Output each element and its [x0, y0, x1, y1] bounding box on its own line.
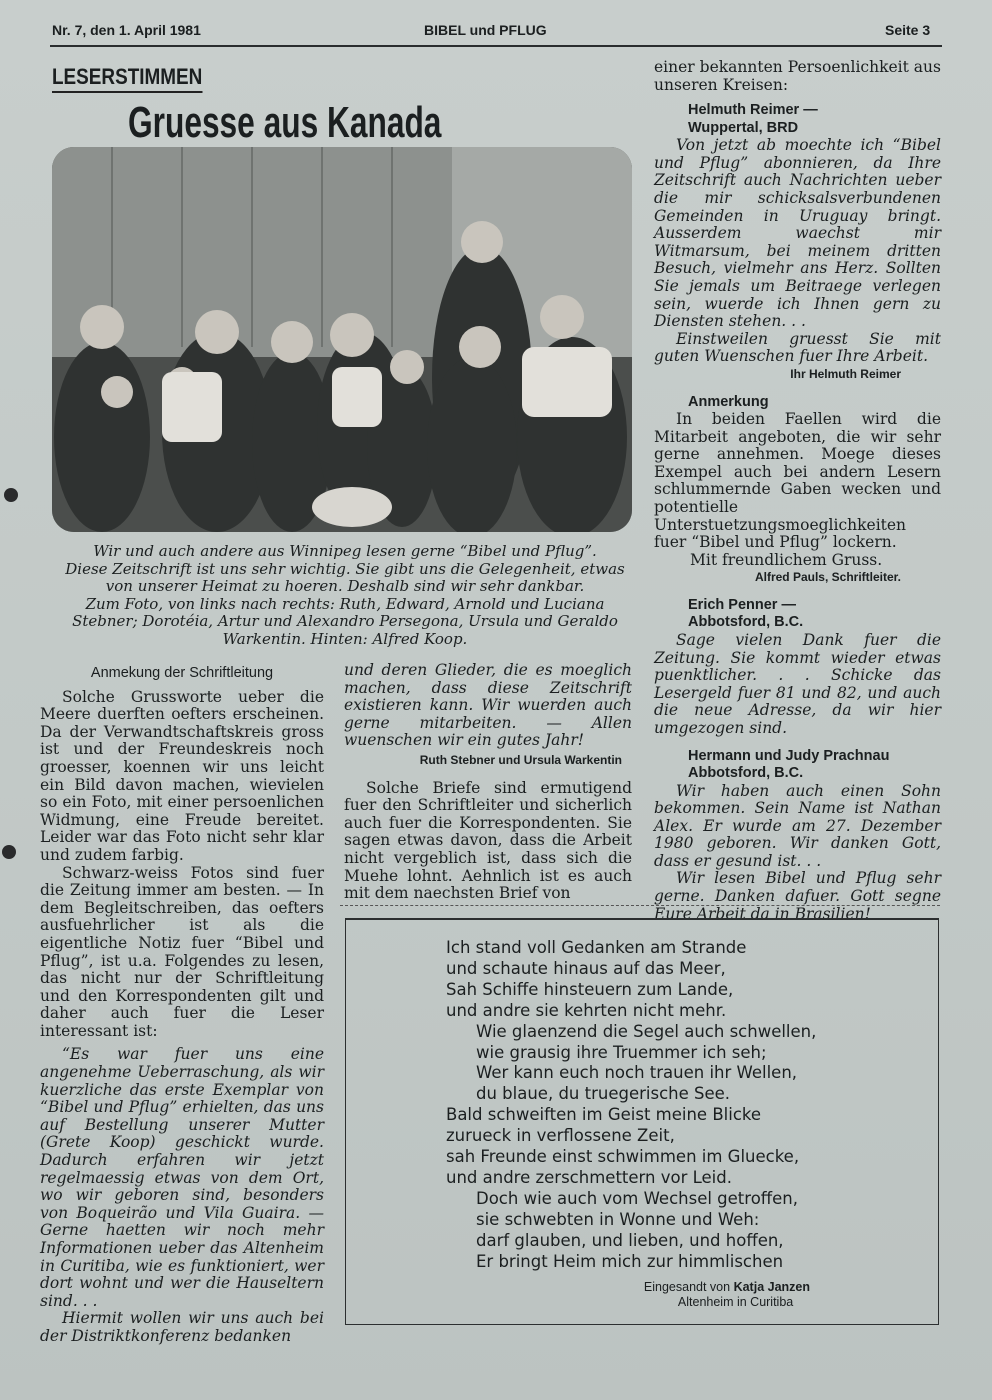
letter-text: Sage vielen Dank fuer die Zeitung. Sie kommt wieder etwas puenktlicher. . . Schicke das Lesergeld fuer 81 und 82, und auch die neue Adresse, da wir hier umgezogen sind.: [654, 630, 941, 737]
letter-text: Einstweilen gruesst Sie mit guten Wuenschen fuer Ihre Arbeit.: [654, 329, 941, 366]
letter-quote: “Es war fuer uns eine angenehme Ueberraschung, als wir kuerzliche das erste Exemplar von “Bibel und Pflug” erhielten, das uns auf Bestellung unserer Mutter (Grete Koop) geschickt wurde. Dadurch erfahren wir jetzt regelmaessig etwas von dem Ort, wo wir geboren sind, besonders von Boqueirão und Vila Guaira. — Gerne haetten wir noch mehr Informationen ueber das Altenheim in Curitiba, wie es funktioniert, wer dort wohnt und wer die Hauseltern sind. . .: [40, 1045, 324, 1310]
sig-prefix: Eingesandt von: [643, 1280, 731, 1294]
poem-line: Wie glaenzend die Segel auch schwellen,: [476, 1021, 817, 1041]
letter-quote: Hiermit wollen wir uns auch bei der Distriktkonferenz bedanken: [40, 1309, 324, 1345]
family-group-photo-icon: [52, 147, 632, 532]
paper-name: BIBEL und PFLUG: [424, 22, 547, 38]
paragraph: In beiden Faellen wird die Mitarbeit angeboten, die wir sehr gerne annehmen. Moege dieses Exempel auch bei andern Lesern schlummernde Gaben wecken und potentielle Unterstuetzungsmoeglichkeiten fuer “Bibel und Pflug” lockern.: [654, 410, 941, 552]
letter-place: Abbotsford, B.C.: [688, 765, 804, 781]
punch-hole: [2, 845, 16, 859]
column-3: [654, 59, 941, 923]
poem-line: und andre sie kehrten nicht mehr.: [446, 1000, 727, 1020]
column-1: [40, 665, 324, 1346]
letter-author: Hermann und Judy Prachnau: [688, 747, 890, 764]
caption-line: von unserer Heimat zu hoeren. Deshalb sind wir sehr dankbar.: [105, 577, 585, 596]
paragraph: Schwarz-weiss Fotos sind fuer die Zeitung immer am besten. — In dem Begleitschreiben, das oefters ausfuehrlicher ist als die eigentliche Notiz fuer “Bibel und Pflug”, ist u.a. Folgendes zu lesen, das nicht nur der Schriftleitung und den Korrespondenten gilt und daher auch fuer die Leser interessant ist:: [40, 863, 324, 1040]
letter-author: Erich Penner —: [688, 596, 796, 613]
note-title: Anmerkung: [688, 393, 769, 410]
sig-name: Katja Janzen: [733, 1280, 810, 1294]
poem-line: und schaute hinaus auf das Meer,: [446, 958, 726, 978]
letter-signature: Ruth Stebner und Ursula Warkentin: [419, 752, 622, 767]
poem-line: sah Freunde einst schwimmen im Gluecke,: [446, 1147, 800, 1167]
letter-text: Wir lesen Bibel und Pflug sehr gerne. Danken dafuer. Gott segne Eure Arbeit da in Brasilien!: [654, 869, 941, 923]
headline: Gruesse aus Kanada: [128, 98, 442, 147]
issue-date: Nr. 7, den 1. April 1981: [52, 22, 201, 38]
poem-signature: [644, 1280, 810, 1310]
poem-line: Ich stand voll Gedanken am Strande: [446, 938, 747, 957]
caption-line: Diese Zeitschrift ist uns sehr wichtig. Sie gibt uns die Gelegenheit, etwas: [65, 559, 625, 578]
sig-place: Altenheim in Curitiba: [677, 1295, 794, 1309]
poem-text: [446, 938, 816, 1273]
paragraph: einer bekannten Persoenlichkeit aus unseren Kreisen:: [654, 58, 941, 94]
editor-signature: Alfred Pauls, Schriftleiter.: [754, 570, 901, 585]
letter-place: Abbotsford, B.C.: [688, 614, 804, 631]
poem-line: und andre zerschmettern vor Leid.: [446, 1167, 732, 1187]
section-kicker: LESERSTIMMEN: [52, 64, 202, 93]
poem-line: Wer kann euch noch trauen ihr Wellen,: [476, 1063, 798, 1083]
paragraph: Solche Grussworte ueber die Meere duerften oefters erscheinen. Da der Verwandtschaftskreis gross ist und der Freundeskreis noch groesser, koennen wir uns leicht ein Bild davon machen, wievielen so ein Foto, mit einer persoenlichen Widmung, eine Freude bereitet. Leider war das Foto nicht sehr klar und zudem farbig.: [40, 687, 324, 864]
caption-line: Wir und auch andere aus Winnipeg lesen gerne “Bibel und Pflug”.: [93, 542, 597, 560]
poem-line: Er bringt Heim mich zur himmlischen: [476, 1251, 784, 1271]
column-title: Anmekung der Schriftleitung: [90, 665, 274, 681]
caption-line: Warkentin. Hinten: Alfred Koop.: [222, 629, 468, 648]
poem-line: sie schwebten in Wonne und Weh:: [476, 1209, 760, 1229]
poem-line: zurueck in verflossene Zeit,: [446, 1126, 675, 1146]
punch-hole: [4, 488, 18, 502]
poem-line: du blaue, du truegerische See.: [476, 1084, 731, 1104]
poem-line: Bald schweiften im Geist meine Blicke: [446, 1105, 762, 1125]
photo-caption: [50, 543, 640, 649]
letter-text: Von jetzt ab moechte ich “Bibel und Pflug” abonnieren, da Ihre Zeitschrift auch Nachrichten ueber die mir schicksalsverbundenen Gemeinden in Uruguay bringt. Ausserdem waechst mir Witmarsum, bei meinem dritten Besuch, vielmehr ans Herz. Sollten Sie jemals um Beitraege verlegen sein, wuerde ich Ihnen gern zu Diensten stehen. . .: [654, 136, 941, 331]
letter-quote: und deren Glieder, die es moeglich machen, dass diese Zeitschrift existieren kann. Wir wuerden auch gerne mitarbeiten. — Allen wuenschen wir ein gutes Jahr!: [344, 661, 632, 750]
header-rule: [50, 45, 942, 47]
caption-line: Zum Foto, von links nach rechts: Ruth, Edward, Arnold und Luciana: [85, 594, 605, 613]
poem-line: darf glauben, und lieben, und hoffen,: [476, 1230, 784, 1250]
poem-line: Doch wie auch vom Wechsel getroffen,: [476, 1188, 799, 1208]
page-number: Seite 3: [885, 22, 931, 38]
column-2: [344, 662, 632, 903]
closing-greeting: Mit freundlichem Gruss.: [690, 550, 883, 569]
family-photo: [52, 147, 632, 532]
letter-text: Wir haben auch einen Sohn bekommen. Sein Name ist Nathan Alex. Er wurde am 27. Dezember 1980 geboren. Wir danken Gott, dass er gesund ist. . .: [654, 781, 941, 870]
letter-author: Helmuth Reimer —: [688, 102, 818, 119]
paragraph: Solche Briefe sind ermutigend fuer den Schriftleiter und sicherlich auch fuer die Korrespondenten. Sie sagen etwas davon, dass die Arbeit nicht vergeblich ist, dass sich die Muehe lohnt. Aehnlich ist es auch mit dem naechsten Brief von: [344, 778, 632, 903]
letter-place: Wuppertal, BRD: [688, 119, 799, 136]
poem-box: [345, 918, 939, 1325]
letter-signature: Ihr Helmuth Reimer: [790, 366, 901, 381]
poem-line: wie grausig ihre Truemmer ich seh;: [476, 1042, 767, 1062]
caption-line: Stebner; Dorotéia, Artur und Alexandro Persegona, Ursula und Geraldo: [72, 612, 618, 631]
poem-line: Sah Schiffe hinsteuern zum Lande,: [446, 979, 734, 999]
